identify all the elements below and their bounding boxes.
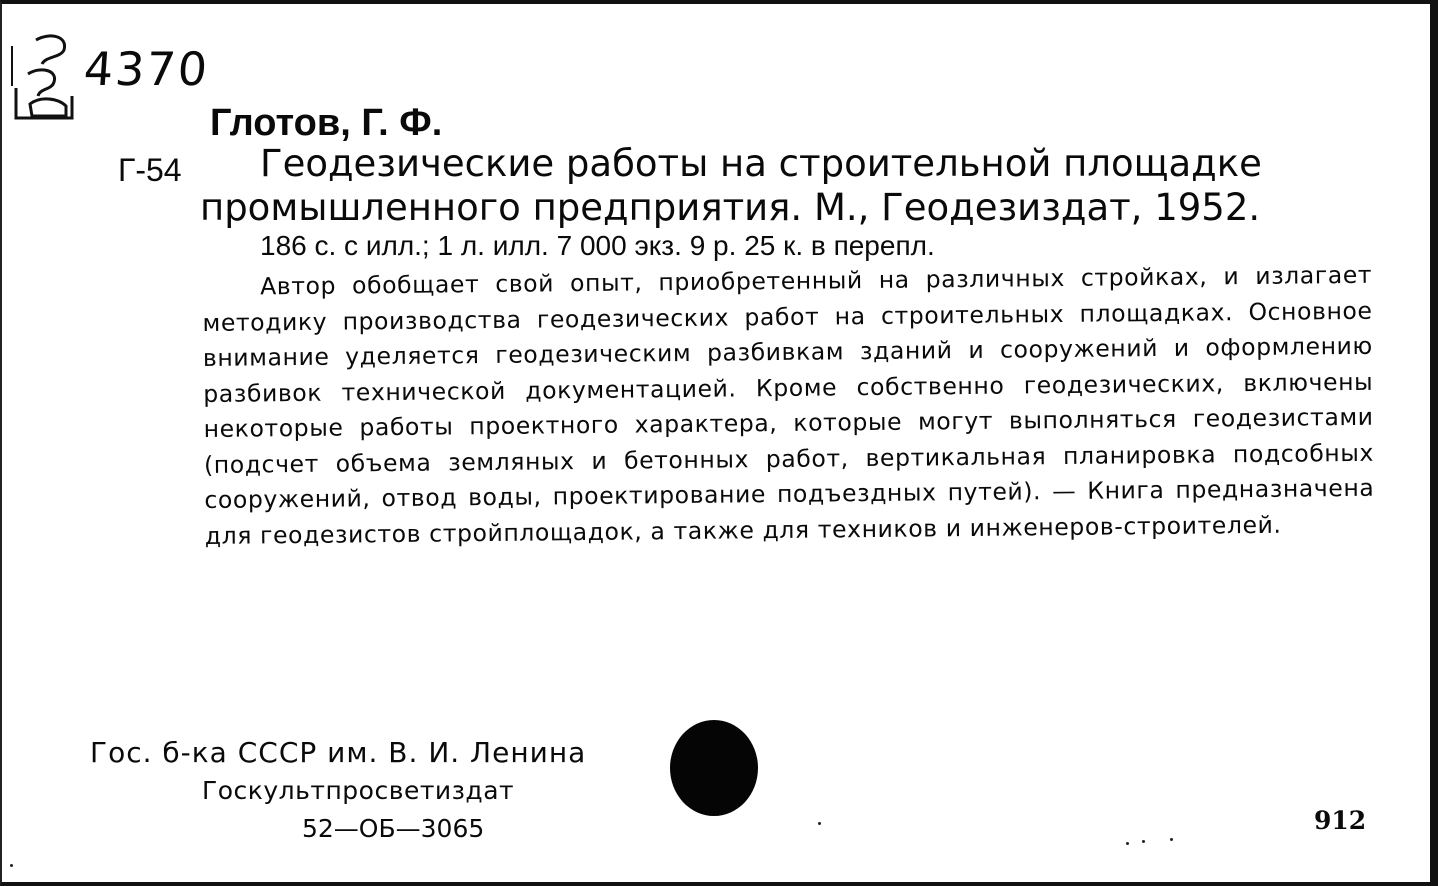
ink-speck [1142,840,1145,843]
order-code: 52—ОБ—3065 [302,814,485,843]
ink-speck [10,864,13,867]
author-name: Глотов, Г. Ф. [210,102,443,144]
library-stamp-icon [6,26,84,126]
ink-speck [1170,838,1173,841]
publisher-name: Госкультпросветиздат [202,776,515,805]
book-title: Геодезические работы на строительной площадке промышленного предприятия. М., Геодезиздат, 1952. [200,142,1262,229]
annotation-text: Автор обобщает свой опыт, приобретенный на различных стройках, и излагает методику производства геодезических работ на строительных площадках. Основное внимание уделяется геодезическим разбивкам зданий и сооружений и оформлению разбивок технической документацией. Кроме собственно геодезических, включены некоторые работы проектного характера, которые могут выполняться геодезистами (подсчет объема земляных и бетонных работ, вертикальная планировка подсобных сооружений, отвод воды, проектирование подъездных путей). — Книга предназначена для геодезистов стройплощадок, а также для техников и инженеров-строителей. [202,260,1375,550]
shelfmark: 4370 [82,42,211,96]
ink-speck [818,822,821,825]
classification-index: Г-54 [118,152,182,188]
card-number: 912 [1314,806,1367,835]
ink-speck [1126,842,1129,845]
library-name: Гос. б-ка СССР им. В. И. Ленина [90,736,587,769]
punch-hole-icon [670,720,758,816]
imprint-line: 186 с. с илл.; 1 л. илл. 7 000 экз. 9 р. 25 к. в перепл. [260,230,935,261]
